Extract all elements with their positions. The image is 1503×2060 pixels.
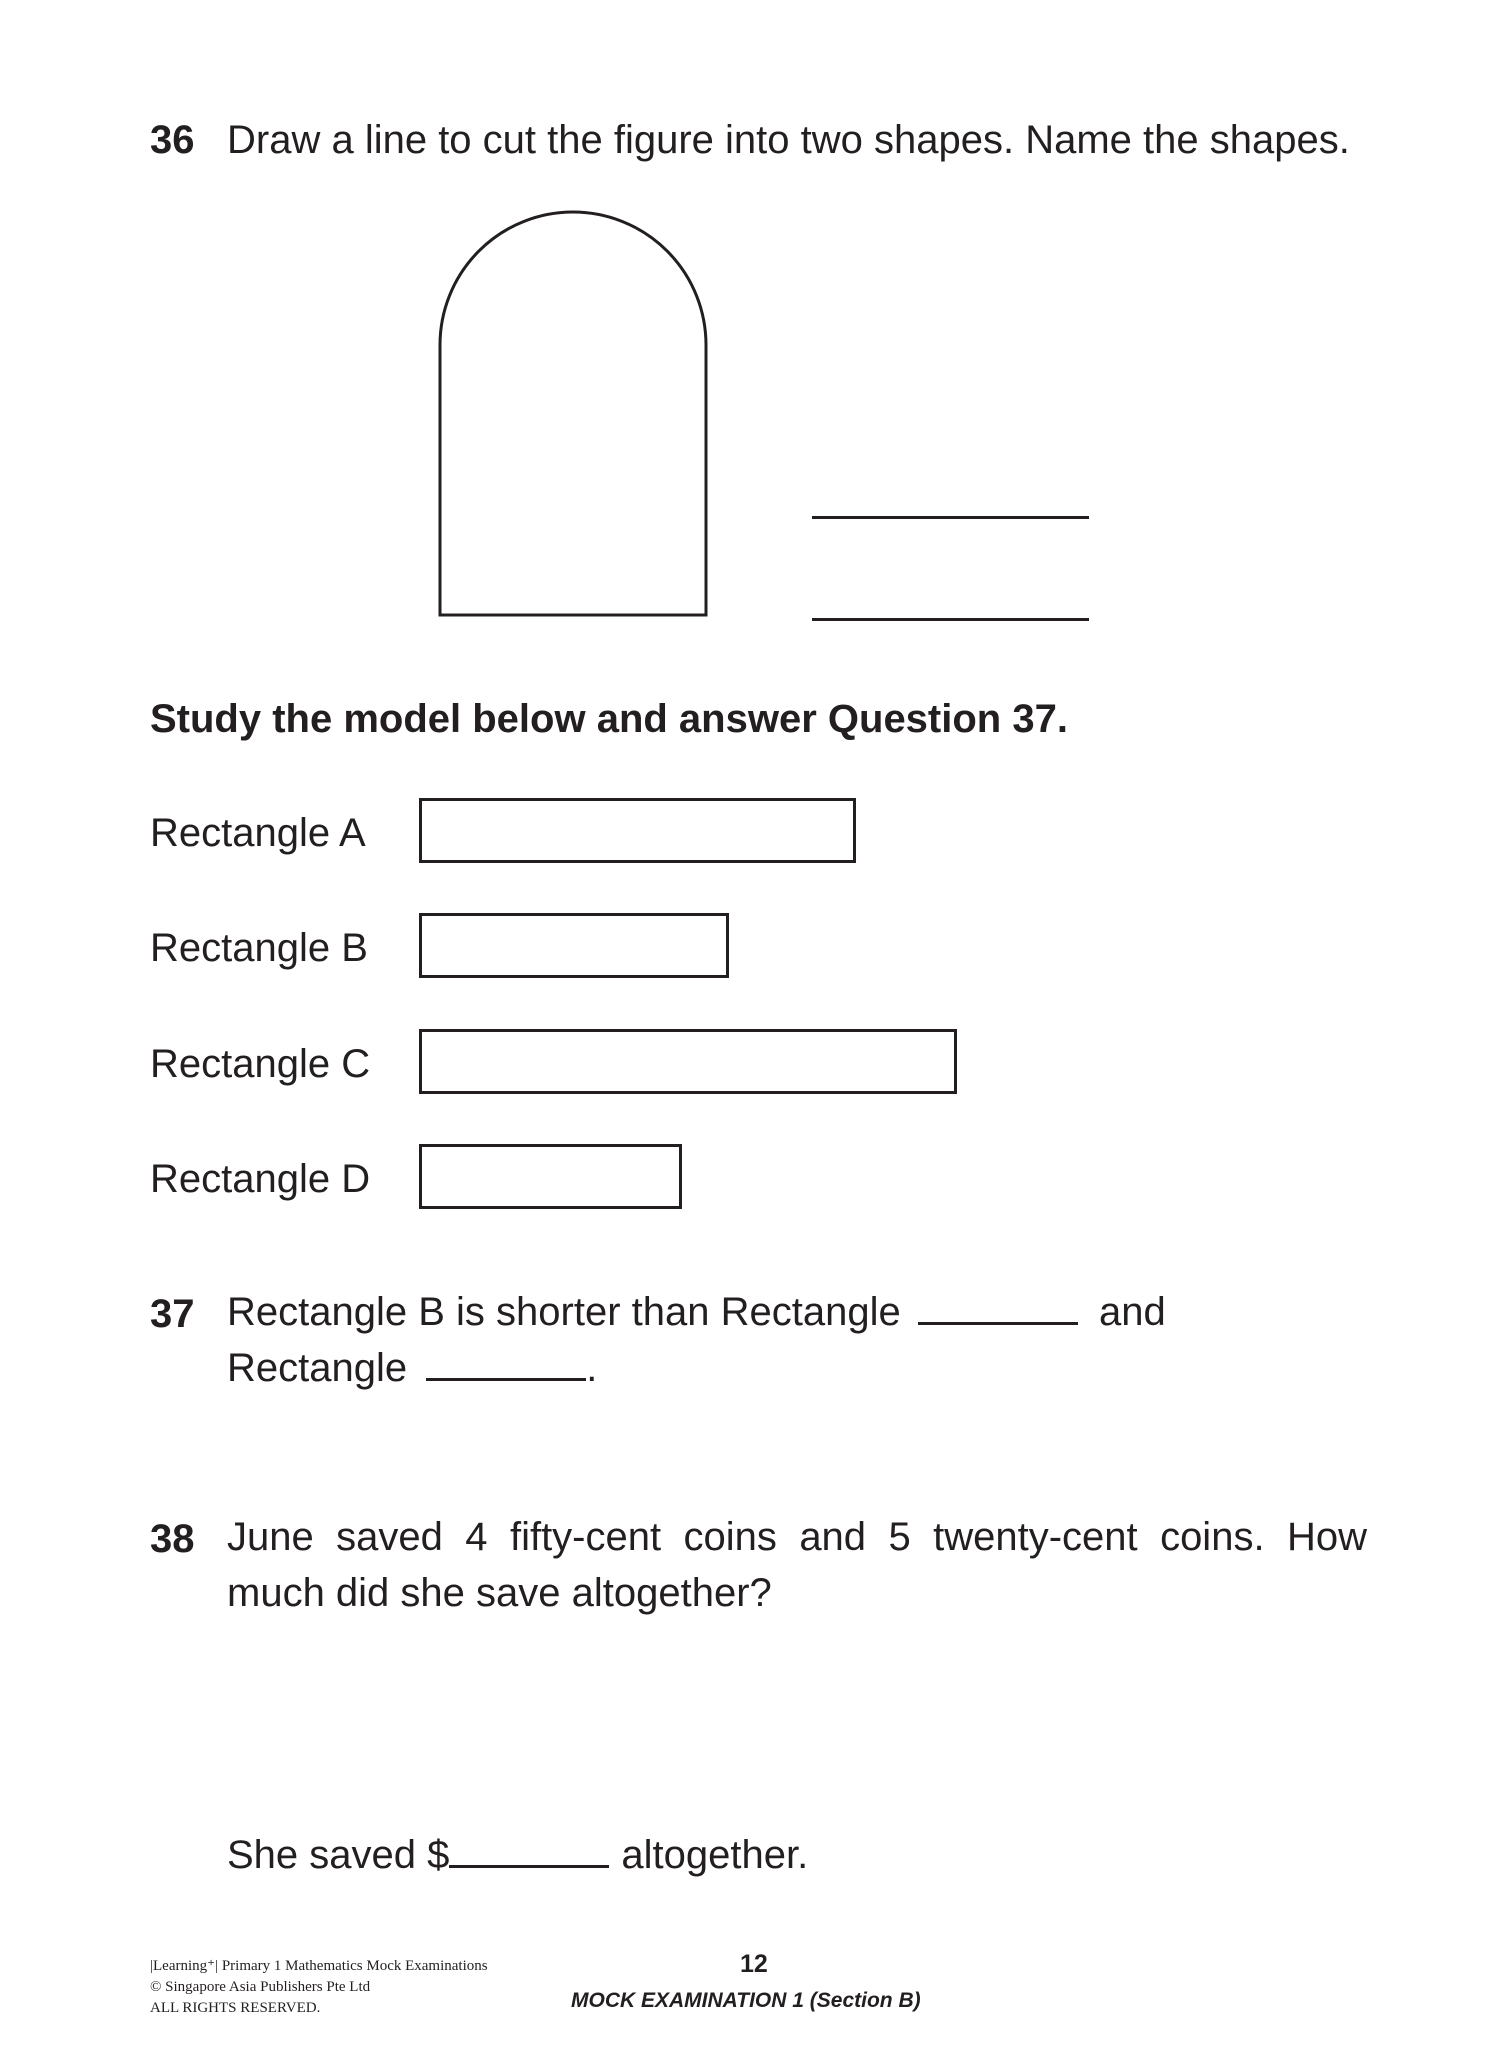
question-37-blank-2[interactable] — [426, 1378, 586, 1381]
rectangle-a-label: Rectangle A — [150, 811, 366, 855]
question-number-37: 37 — [150, 1292, 195, 1336]
question-38-answer — [227, 1827, 808, 1883]
rectangle-b-bar — [419, 913, 729, 978]
question-38-answer-before: She saved $ — [227, 1833, 450, 1877]
shape-answer-line-2[interactable] — [812, 618, 1089, 621]
study-heading: Study the model below and answer Question 37. — [150, 697, 1068, 741]
question-37-text — [227, 1284, 1427, 1396]
rectangle-b-label: Rectangle B — [150, 926, 368, 970]
question-37-line2-before: Rectangle — [227, 1346, 408, 1390]
question-36-text: Draw a line to cut the figure into two shapes. Name the shapes. — [227, 118, 1350, 162]
footer-rights: ALL RIGHTS RESERVED. — [150, 2000, 321, 2016]
rectangle-c-label: Rectangle C — [150, 1042, 371, 1086]
rectangle-d-bar — [419, 1144, 682, 1209]
question-37-line1-before: Rectangle B is shorter than Rectangle — [227, 1290, 901, 1334]
question-37-line2-after: . — [586, 1346, 598, 1390]
rectangle-a-bar — [419, 798, 856, 863]
question-number-38: 38 — [150, 1517, 195, 1561]
footer-section-label: MOCK EXAMINATION 1 (Section B) — [571, 1989, 921, 2012]
rectangle-c-bar — [419, 1029, 957, 1094]
question-number-36: 36 — [150, 118, 195, 162]
question-37-blank-1[interactable] — [918, 1322, 1078, 1325]
footer-series-title: |Learning⁺| Primary 1 Mathematics Mock Examinations — [150, 1958, 488, 1974]
shape-answer-line-1[interactable] — [812, 516, 1089, 519]
question-38-answer-blank[interactable] — [449, 1865, 609, 1868]
question-37-line1-after: and — [1098, 1290, 1166, 1334]
question-38-answer-after: altogether. — [621, 1833, 809, 1877]
rectangle-d-label: Rectangle D — [150, 1157, 371, 1201]
footer-copyright: © Singapore Asia Publishers Pte Ltd — [150, 1979, 371, 1995]
arch-figure — [430, 210, 720, 625]
page-number: 12 — [740, 1950, 768, 1978]
question-38-text: June saved 4 fifty-cent coins and 5 twenty-cent coins. How much did she save altogether? — [227, 1515, 1367, 1615]
